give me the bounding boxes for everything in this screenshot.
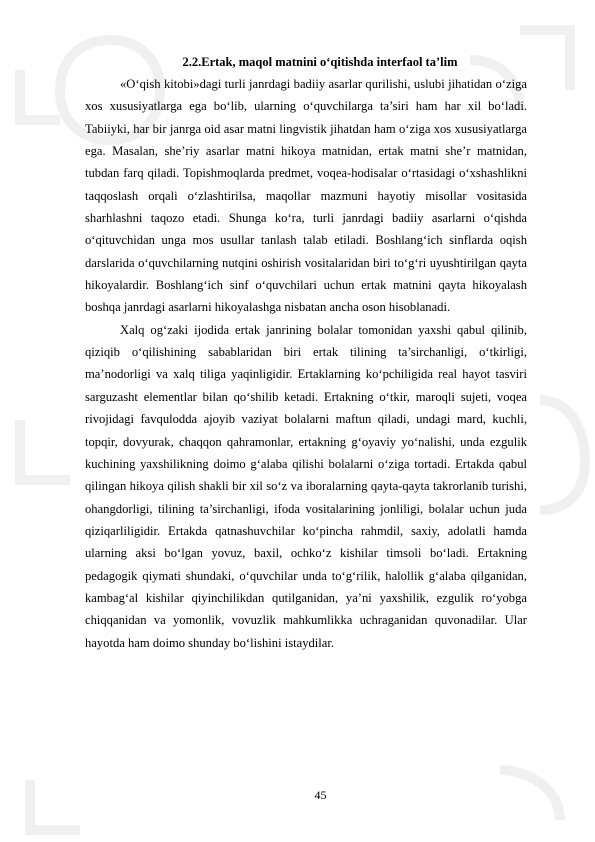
paragraph-2: Xalq og‘zaki ijodida ertak janrining bolalar tomonidan yaxshi qabul qilinib, qiziqib o‘qilishining sabablaridan biri ertak tilining ta’sirchanligi, o‘tkirligi, ma’nodorligi va xalq tiliga yaqinligidir. Ertaklarning ko‘pchiligida real hayot tasviri sarguzasht elementlar bilan qo‘shilib ketadi. Ertakning o‘tkir, maroqli sujeti, voqea rivojidagi favqulodda ajoyib vaziyat bolalarni maftun qiladi, undagi mard, kuchli, topqir, dovyurak, chaqqon qahramonlar, ertakning g‘oyaviy yo‘nalishi, unda ezgulik kuchining yaxshilikning doimo g‘alaba qilishi bolalarni o‘ziga tortadi. Ertakda qabul qilingan hikoya qilish shakli bir xil so‘z va iboralarning qayta-qayta takrorlanib turishi, ohangdorligi, tilining ta’sirchanligi, ifoda vositalarining jonliligi, bolalar uchun juda qiziqarliligidir. Ertakda qatnashuvchilar ko‘pincha rahmdil, saxiy, adolatli hamda ularning aksi bo‘lgan yovuz, baxil, ochko‘z kishilar timsoli bo‘ladi. Ertakning pedagogik qiymati shundaki, o‘quvchilar unda to‘g‘rilik, halollik g‘alaba qilganidan, kambag‘al kishilar qiyinchilikdan qutilganidan, ya’ni yaxshilik, ezgulik ro‘yobga chiqqanidan va yomonlik, vovuzlik mahkumlikka uchraganidan quvonadilar. Ular hayotda ham doimo shunday bo‘lishini istaydilar. [85, 322, 527, 650]
paragraph-1: «O‘qish kitobi»dagi turli janrdagi badiiy asarlar qurilishi, uslubi jihatidan o‘ziga xos xususiyatlarga ega bo‘lib, ularning o‘quvchilarga ta’siri ham har xil bo‘ladi. Tabiiyki, har bir janrga oid asar matni lingvistik jihatdan ham o‘ziga xos xususiyatlarga ega. Masalan, she’riy asarlar matni hikoya matnidan, ertak matni she’r matnidan, tubdan farq qiladi. Topishmoqlarda predmet, voqea-hodisalar o‘rtasidagi o‘xshashlikni taqqoslash orqali o‘zlashtirilsa, maqollar mazmuni hayotiy misollar vositasida sharhlashni taqozo etadi. Shunga ko‘ra, turli janrdagi badiiy asarlarni o‘qishda o‘qituvchidan unga mos usullar tanlash talab etiladi. Boshlang‘ich sinflarda oqish darslarida o‘quvchilarning nutqini oshirish vositalaridan biri to‘g‘ri uyushtirilgan qayta hikoyalardir. Boshlang‘ich sinf o‘quvchilari uchun ertak matnini qayta hikoyalash boshqa janrdagi asarlarni hikoyalashga nisbatan ancha oson hisoblanadi. [85, 77, 527, 315]
section-heading: 2.2.Ertak, maqol matnini o‘qitishda interfaol ta’lim [182, 55, 458, 69]
page-number: 45 [314, 788, 327, 802]
document-body [85, 52, 527, 654]
